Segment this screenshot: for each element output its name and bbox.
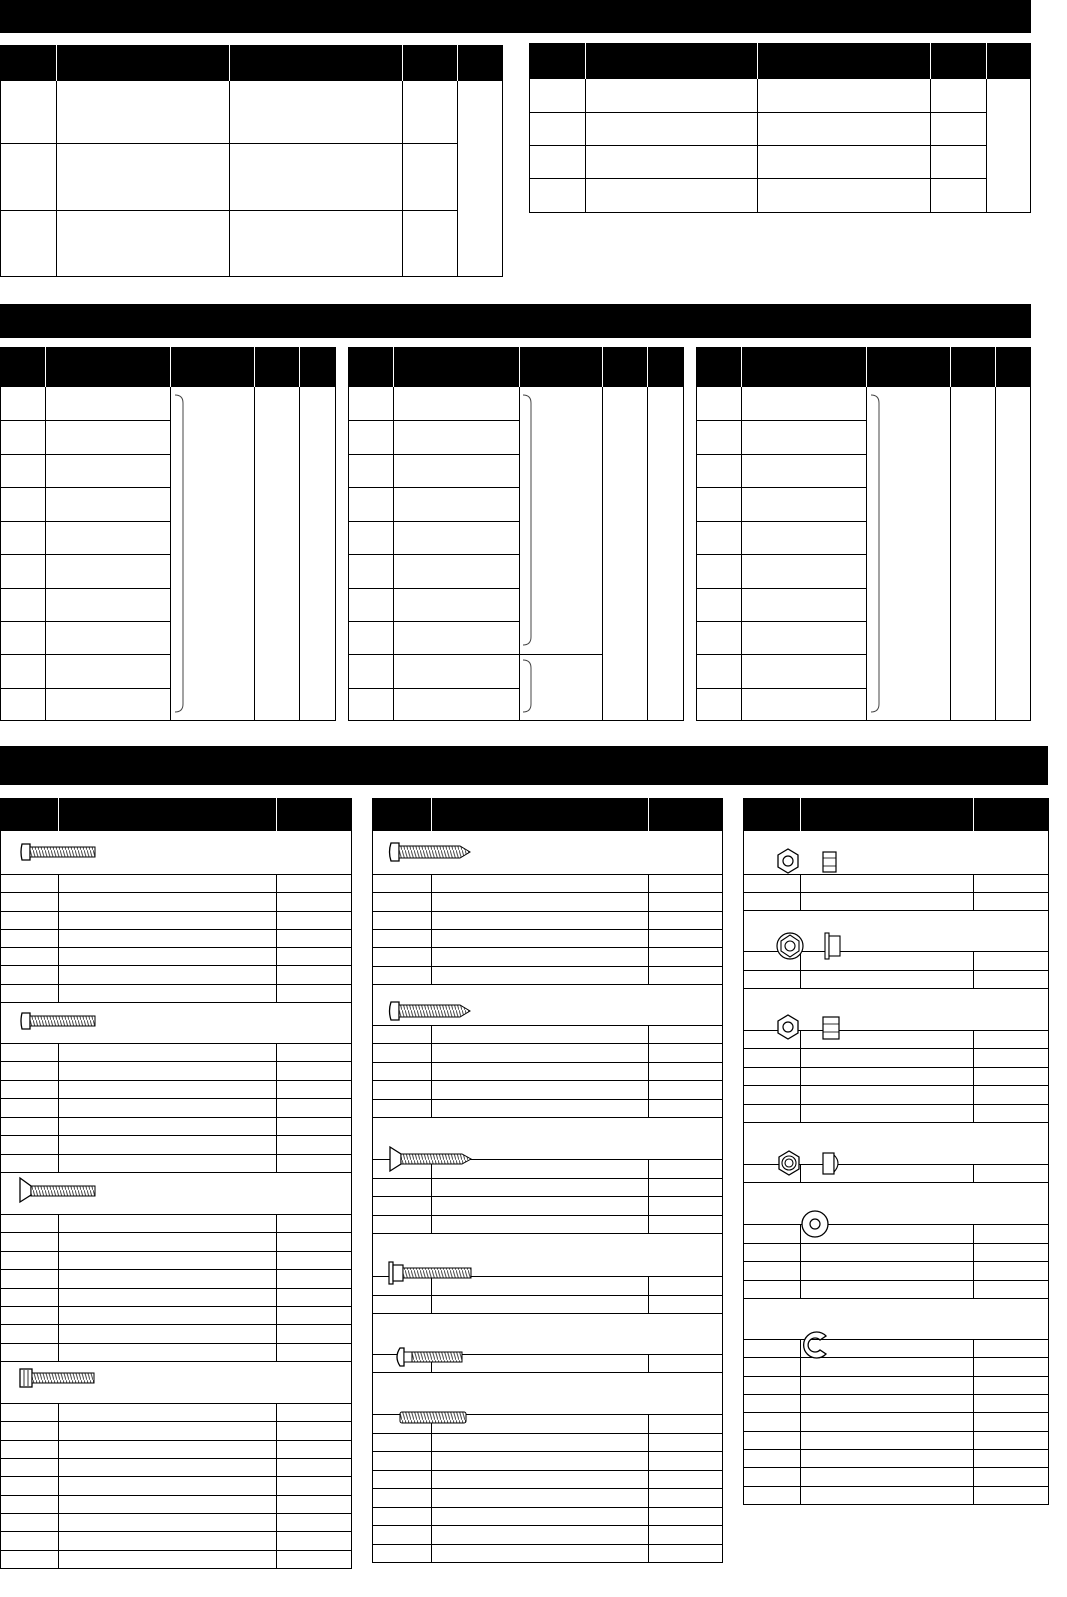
hw-right-row-divider [743,1048,1049,1049]
hw-center-row-divider [372,1507,723,1508]
hw-center-row-divider [372,1062,723,1063]
hw-right-group-bottom [743,1298,1049,1299]
hw-right-group-bottom [743,1504,1049,1505]
hw-center-table-header [372,798,723,831]
hw-left-row-divider [0,911,352,912]
hw-left-column-divider [58,1043,59,1172]
hw-left-group-bottom [0,1172,352,1173]
hw-center-group-bottom [372,1233,723,1234]
hw-right-column-divider [973,1164,974,1182]
hw-center-group-bottom [372,1313,723,1314]
hw-left-group-bottom [0,1361,352,1362]
hw-center-column-divider [431,1354,432,1372]
hw-right-row-divider [743,1486,1049,1487]
hw-right-column-divider [973,1339,974,1504]
hw-left-row-divider [0,1458,352,1459]
hw-right-row-divider [743,1412,1049,1413]
hw-center-group-bottom [372,1562,723,1563]
hw-right-column-divider [800,1339,801,1504]
hw-center-icon-band-bottom [372,1025,723,1026]
hw-right-row-divider [743,1449,1049,1450]
hw-center-row-divider [372,1196,723,1197]
hw-center-row-divider [372,1295,723,1296]
hw-right-header-divider [800,798,801,831]
hw-center-row-divider [372,966,723,967]
hw-right-row-divider [743,1357,1049,1358]
hw-left-row-divider [0,1476,352,1477]
hw-center-row-divider [372,1525,723,1526]
hw-center-row-divider [372,1099,723,1100]
hw-center-header-divider [431,798,432,831]
hw-left-icon-band-bottom [0,1214,352,1215]
hw-left-row-divider [0,929,352,930]
hw-left-table [0,798,352,1569]
hw-right-column-divider [800,1164,801,1182]
hw-left-column-divider [58,874,59,1002]
hw-left-row-divider [0,1306,352,1307]
hw-left-icon-band-bottom [0,1403,352,1404]
hw-right-header-divider [973,798,974,831]
hw-left-row-divider [0,1098,352,1099]
hw-left-table-header [0,798,352,831]
hw-left-group-bottom [0,1002,352,1003]
hw-center-icon-band-bottom [372,1414,723,1415]
hw-center-row-divider [372,892,723,893]
hw-left-row-divider [0,1080,352,1081]
hw-left-row-divider [0,1117,352,1118]
hw-left-row-divider [0,1440,352,1441]
hw-left-row-divider [0,1324,352,1325]
hw-right-row-divider [743,1085,1049,1086]
hw-center-column-divider [648,1025,649,1117]
hw-right-column-divider [800,1030,801,1122]
hw-center-group-bottom [372,1372,723,1373]
hw-center-icon-band-bottom [372,874,723,875]
hw-center-group-bottom [372,1117,723,1118]
hw-right-icon-band-bottom [743,951,1049,952]
hw-right-icon-band-bottom [743,1339,1049,1340]
hw-center-header-divider [648,798,649,831]
hw-center-row-divider [372,1043,723,1044]
hw-center-row-divider [372,911,723,912]
hw-left-row-divider [0,1343,352,1344]
hw-left-row-divider [0,965,352,966]
hw-right-row-divider [743,1243,1049,1244]
hw-right-column-divider [973,1030,974,1122]
hw-right-icon-band-bottom [743,1030,1049,1031]
hw-center-column-divider [648,1354,649,1372]
hw-left-icon-band-bottom [0,874,352,875]
hw-right-row-divider [743,1261,1049,1262]
hw-center-row-divider [372,1470,723,1471]
hw-left-column-divider [276,874,277,1002]
hw-center-icon-band-bottom [372,1159,723,1160]
hw-right-table-header [743,798,1049,831]
hw-left-column-divider [276,1043,277,1172]
hw-left-row-divider [0,1531,352,1532]
hw-right-row-divider [743,1394,1049,1395]
grouping-bracket [871,395,879,712]
hw-left-row-divider [0,984,352,985]
hw-left-row-divider [0,1495,352,1496]
hw-left-row-divider [0,947,352,948]
hw-right-row-divider [743,1431,1049,1432]
hw-right-row-divider [743,1467,1049,1468]
hw-center-icon-band-bottom [372,1354,723,1355]
hw-right-row-divider [743,1104,1049,1105]
hw-right-icon-band-bottom [743,1164,1049,1165]
hw-left-row-divider [0,1550,352,1551]
hw-right-group-bottom [743,910,1049,911]
hw-right-icon-band-bottom [743,874,1049,875]
hw-right-row-divider [743,1376,1049,1377]
hw-left-row-divider [0,1251,352,1252]
hw-left-row-divider [0,1421,352,1422]
hw-left-icon-band-bottom [0,1043,352,1044]
hw-center-row-divider [372,1215,723,1216]
hw-left-row-divider [0,1513,352,1514]
hw-center-row-divider [372,1178,723,1179]
hw-center-row-divider [372,1080,723,1081]
grouping-bracket [523,395,531,645]
grouping-bracket [175,395,183,712]
hw-center-row-divider [372,1451,723,1452]
hw-left-group-bottom [0,1568,352,1569]
hw-center-group-bottom [372,984,723,985]
hw-left-column-divider [58,1403,59,1568]
hw-left-row-divider [0,1154,352,1155]
hw-left-row-divider [0,1135,352,1136]
hw-left-column-divider [276,1403,277,1568]
hw-right-group-bottom [743,1122,1049,1123]
hw-left-row-divider [0,1288,352,1289]
hw-right-table [743,798,1049,1505]
grouping-bracket [523,660,531,712]
hw-center-row-divider [372,1544,723,1545]
hw-center-row-divider [372,1488,723,1489]
hw-center-column-divider [431,1025,432,1117]
hw-right-row-divider [743,970,1049,971]
hw-left-row-divider [0,892,352,893]
hw-right-group-bottom [743,988,1049,989]
hw-right-group-bottom [743,1182,1049,1183]
hw-center-row-divider [372,929,723,930]
hw-left-row-divider [0,1061,352,1062]
hw-right-row-divider [743,1280,1049,1281]
hw-left-row-divider [0,1232,352,1233]
hw-center-row-divider [372,1433,723,1434]
hw-left-header-divider [58,798,59,831]
hw-right-row-divider [743,1067,1049,1068]
hw-right-row-divider [743,892,1049,893]
hw-left-header-divider [276,798,277,831]
hw-right-icon-band-bottom [743,1224,1049,1225]
hw-center-row-divider [372,947,723,948]
hw-center-icon-band-bottom [372,1276,723,1277]
hw-left-row-divider [0,1269,352,1270]
hw-center-table [372,798,723,1563]
